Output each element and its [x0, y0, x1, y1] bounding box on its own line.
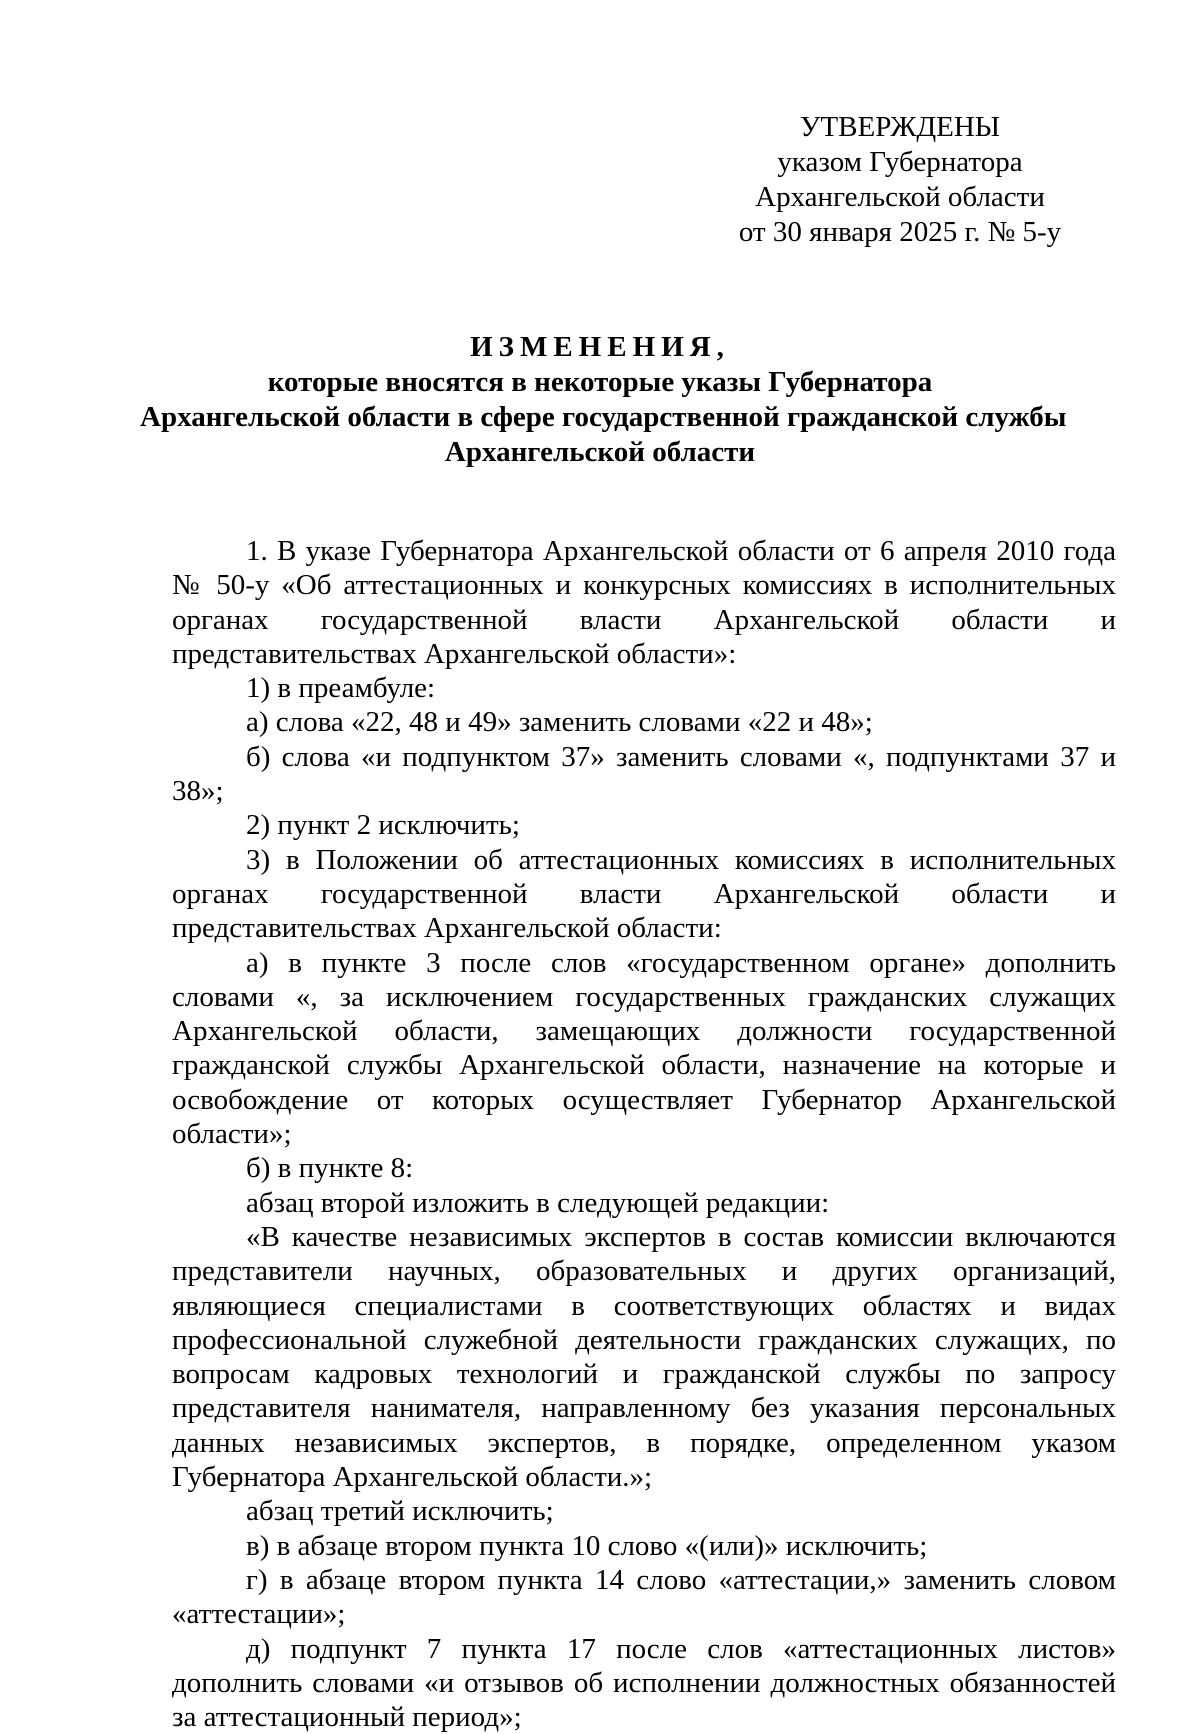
approval-stamp — [700, 110, 1100, 250]
paragraph: б) в пункте 8: — [172, 1151, 1116, 1185]
title-line-1: которые вносятся в некоторые указы Губернатора — [140, 365, 1060, 400]
paragraph: 2) пункт 2 исключить; — [172, 808, 1116, 842]
paragraph: а) в пункте 3 после слов «государственном органе» дополнить словами «, за исключением государственных гражданских служащих Архангельской области, замещающих должности государственной гражданской службы Архангельской области, назначение на которые и освобождение от которых осуществляет Губернатор Архангельской области»; — [172, 946, 1116, 1152]
paragraph: 3) в Положении об аттестационных комиссиях в исполнительных органах государственной власти Архангельской области и представительствах Архангельской области: — [172, 843, 1116, 946]
paragraph: д) подпункт 7 пункта 17 после слов «аттестационных листов» дополнить словами «и отзывов об исполнении должностных обязанностей за аттестационный период»; — [172, 1632, 1116, 1734]
document-title — [140, 330, 1060, 470]
approval-line-3: Архангельской области — [700, 180, 1100, 215]
approval-line-4: от 30 января 2025 г. № 5-у — [700, 215, 1100, 250]
title-heading: ИЗМЕНЕНИЯ, — [140, 330, 1060, 365]
paragraph: абзац третий исключить; — [172, 1494, 1116, 1528]
paragraph: абзац второй изложить в следующей редакции: — [172, 1186, 1116, 1220]
approval-line-2: указом Губернатора — [700, 145, 1100, 180]
paragraph: б) слова «и подпунктом 37» заменить словами «, подпунктами 37 и 38»; — [172, 740, 1116, 809]
paragraph: 1. В указе Губернатора Архангельской области от 6 апреля 2010 года № 50-у «Об аттестационных и конкурсных комиссиях в исполнительных органах государственной власти Архангельской области и представительствах Архангельской области»: — [172, 534, 1116, 671]
paragraph: 1) в преамбуле: — [172, 671, 1116, 705]
paragraph: г) в абзаце втором пункта 14 слово «аттестации,» заменить словом «аттестации»; — [172, 1563, 1116, 1632]
paragraph: а) слова «22, 48 и 49» заменить словами «22 и 48»; — [172, 705, 1116, 739]
title-line-3: Архангельской области — [140, 435, 1060, 470]
title-line-2: Архангельской области в сфере государственной гражданской службы — [140, 400, 1060, 435]
paragraph: «В качестве независимых экспертов в состав комиссии включаются представители научных, образовательных и других организаций, являющиеся специалистами в соответствующих областях и видах профессиональной служебной деятельности гражданских служащих, по вопросам кадровых технологий и гражданской службы по запросу представителя нанимателя, направленному без указания персональных данных независимых экспертов, в порядке, определенном указом Губернатора Архангельской области.»; — [172, 1220, 1116, 1494]
document-body — [172, 534, 1116, 1734]
approval-line-1: УТВЕРЖДЕНЫ — [700, 110, 1100, 145]
paragraph: в) в абзаце втором пункта 10 слово «(или)» исключить; — [172, 1529, 1116, 1563]
